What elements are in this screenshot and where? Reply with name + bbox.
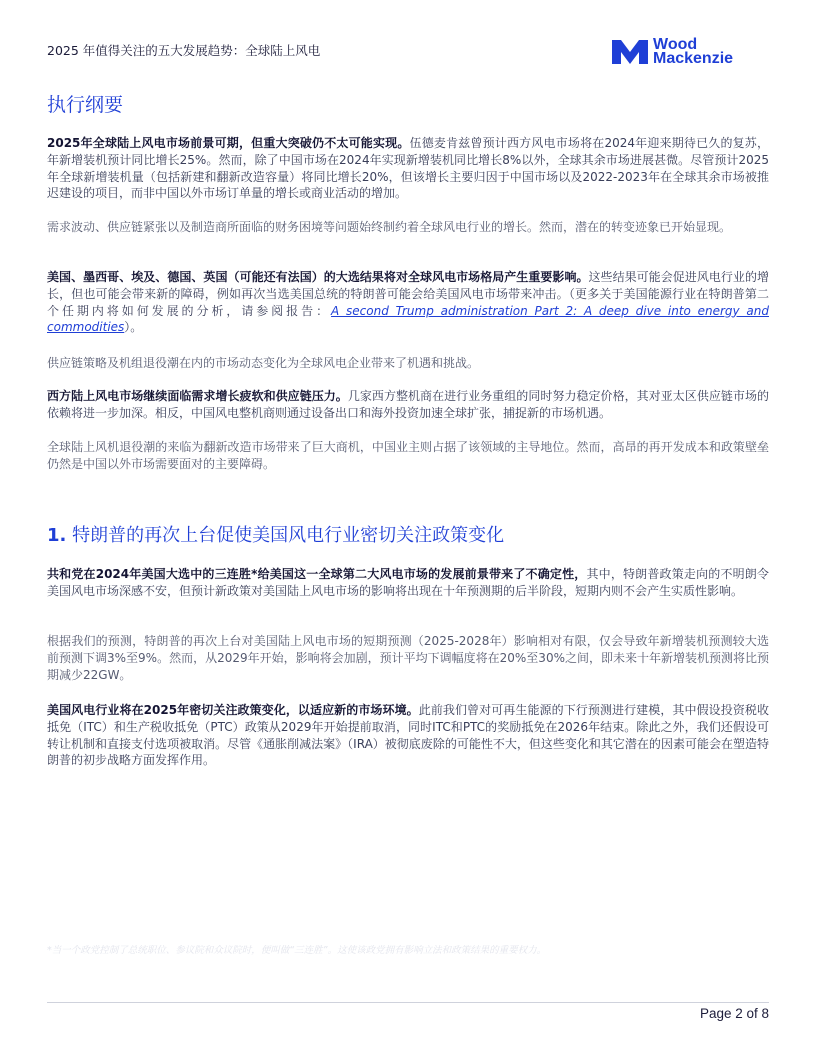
paragraph-body: 此前我们曾对可再生能源的下行预测进行建模，其中假设投资税收抵免（ITC）和生产税收抵免（PTC）政策从2029年开始提前取消，同时ITC和PTC的奖励抵免在2026年结束。除此之外，我们还假设可转让机制和直接支付选项被取消。尽管《通胀削减法案》（IRA）被彻底废除的可能性不大，但这些变化和其它潜在的因素可能会在塑造特朗普的初步战略方面发挥作用。 — [47, 703, 769, 768]
paragraph-lead: 2025年全球陆上风电市场前景可期，但重大突破仍不太可能实现。 — [47, 136, 410, 150]
section-1-paragraph-1 — [47, 566, 769, 600]
exec-summary-paragraph-5 — [47, 388, 769, 422]
logo-line-2: Mackenzie — [653, 50, 734, 67]
exec-summary-paragraph-6: 全球陆上风机退役潮的来临为翻新改造市场带来了巨大商机，中国业主则占据了该领域的主导地位。然而，高昂的再开发成本和政策壁垒仍然是中国以外市场需要面对的主要障碍。 — [47, 440, 769, 471]
exec-summary-paragraph-3 — [47, 269, 769, 336]
page-number: Page 2 of 8 — [699, 1006, 769, 1021]
paragraph-lead: 美国、墨西哥、埃及、德国、英国（可能还有法国）的大选结果将对全球风电市场格局产生重要影响。 — [47, 270, 589, 284]
paragraph-body: 伍德麦肯兹曾预计西方风电市场将在2024年迎来期待已久的复苏，年新增装机预计同比增长25%。然而，除了中国市场在2024年实现新增装机同比增长8%以外，全球其余市场进展甚微。尽管预计2025年全球新增装机量（包括新建和翻新改造容量）将同比增长20%，但该增长主要归因于中国市场以及2022-2023年在全球其余市场被推迟建设的项目，而非中国以外市场订单量的增长或商业活动的增加。 — [47, 136, 769, 201]
exec-summary-paragraph-1 — [47, 135, 769, 202]
paragraph-lead: 美国风电行业将在2025年密切关注政策变化，以适应新的市场环境。 — [47, 703, 419, 717]
section-1-heading — [47, 521, 504, 547]
section-1-paragraph-2: 根据我们的预测，特朗普的再次上台对美国陆上风电市场的短期预测（2025-2028年）影响相对有限，仅会导致年新增装机预测较大选前预测下调3%至9%。然而，从2029年开始，影响将会加剧，预计平均下调幅度将在20%至30%之间，即未来十年新增装机预测将比预期减少22GW。 — [47, 634, 769, 682]
document-header-title: 2025 年值得关注的五大发展趋势：全球陆上风电 — [47, 43, 321, 58]
section-title: 特朗普的再次上台促使美国风电行业密切关注政策变化 — [72, 525, 505, 546]
paragraph-body: 几家西方整机商在进行业务重组的同时努力稳定价格，其对亚太区供应链市场的依赖将进一步加深。相反，中国风电整机商则通过设备出口和海外投资加速全球扩张，捕捉新的市场机遇。 — [47, 389, 769, 420]
paragraph-tail: ）。 — [124, 320, 143, 335]
exec-summary-paragraph-2: 需求波动、供应链紧张以及制造商所面临的财务困境等问题始终制约着全球风电行业的增长。然而，潜在的转变迹象已开始显现。 — [47, 220, 732, 234]
footnote: *当一个政党控制了总统职位、参议院和众议院时，便叫做“三连胜”。这使该政党拥有影响立法和政策结果的重要权力。 — [47, 945, 547, 956]
report-link[interactable]: A second Trump administration Part 2: A deep dive into energy and commodities — [47, 303, 769, 335]
wood-mackenzie-logo — [612, 37, 733, 67]
paragraph-lead: 共和党在2024年美国大选中的三连胜*给美国这一全球第二大风电市场的发展前景带来了不确定性， — [47, 567, 587, 581]
paragraph-lead: 西方陆上风电市场继续面临需求增长疲软和供应链压力。 — [47, 389, 348, 403]
logo-wordmark — [653, 38, 733, 66]
section-number: 1. — [47, 525, 67, 546]
wood-mackenzie-logo-icon — [612, 37, 648, 67]
paragraph-body: 其中，特朗普政策走向的不明朗令美国风电市场深感不安，但预计新政策对美国陆上风电市场的影响将出现在十年预测期的后半阶段，短期内则不会产生实质性影响。 — [47, 567, 769, 598]
footer-divider — [47, 1002, 769, 1003]
exec-summary-heading: 执行纲要 — [47, 94, 124, 116]
paragraph-body: 这些结果可能会促进风电行业的增长，但也可能会带来新的障碍，例如再次当选美国总统的特朗普可能会给美国风电市场带来冲击。（更多关于美国能源行业在特朗普第二个任期内将如何发展的分析，请参阅报告： — [47, 270, 769, 318]
exec-summary-paragraph-4: 供应链策略及机组退役潮在内的市场动态变化为全球风电企业带来了机遇和挑战。 — [47, 356, 480, 370]
section-1-paragraph-3 — [47, 702, 769, 769]
logo-line-1: Wood — [653, 36, 698, 53]
